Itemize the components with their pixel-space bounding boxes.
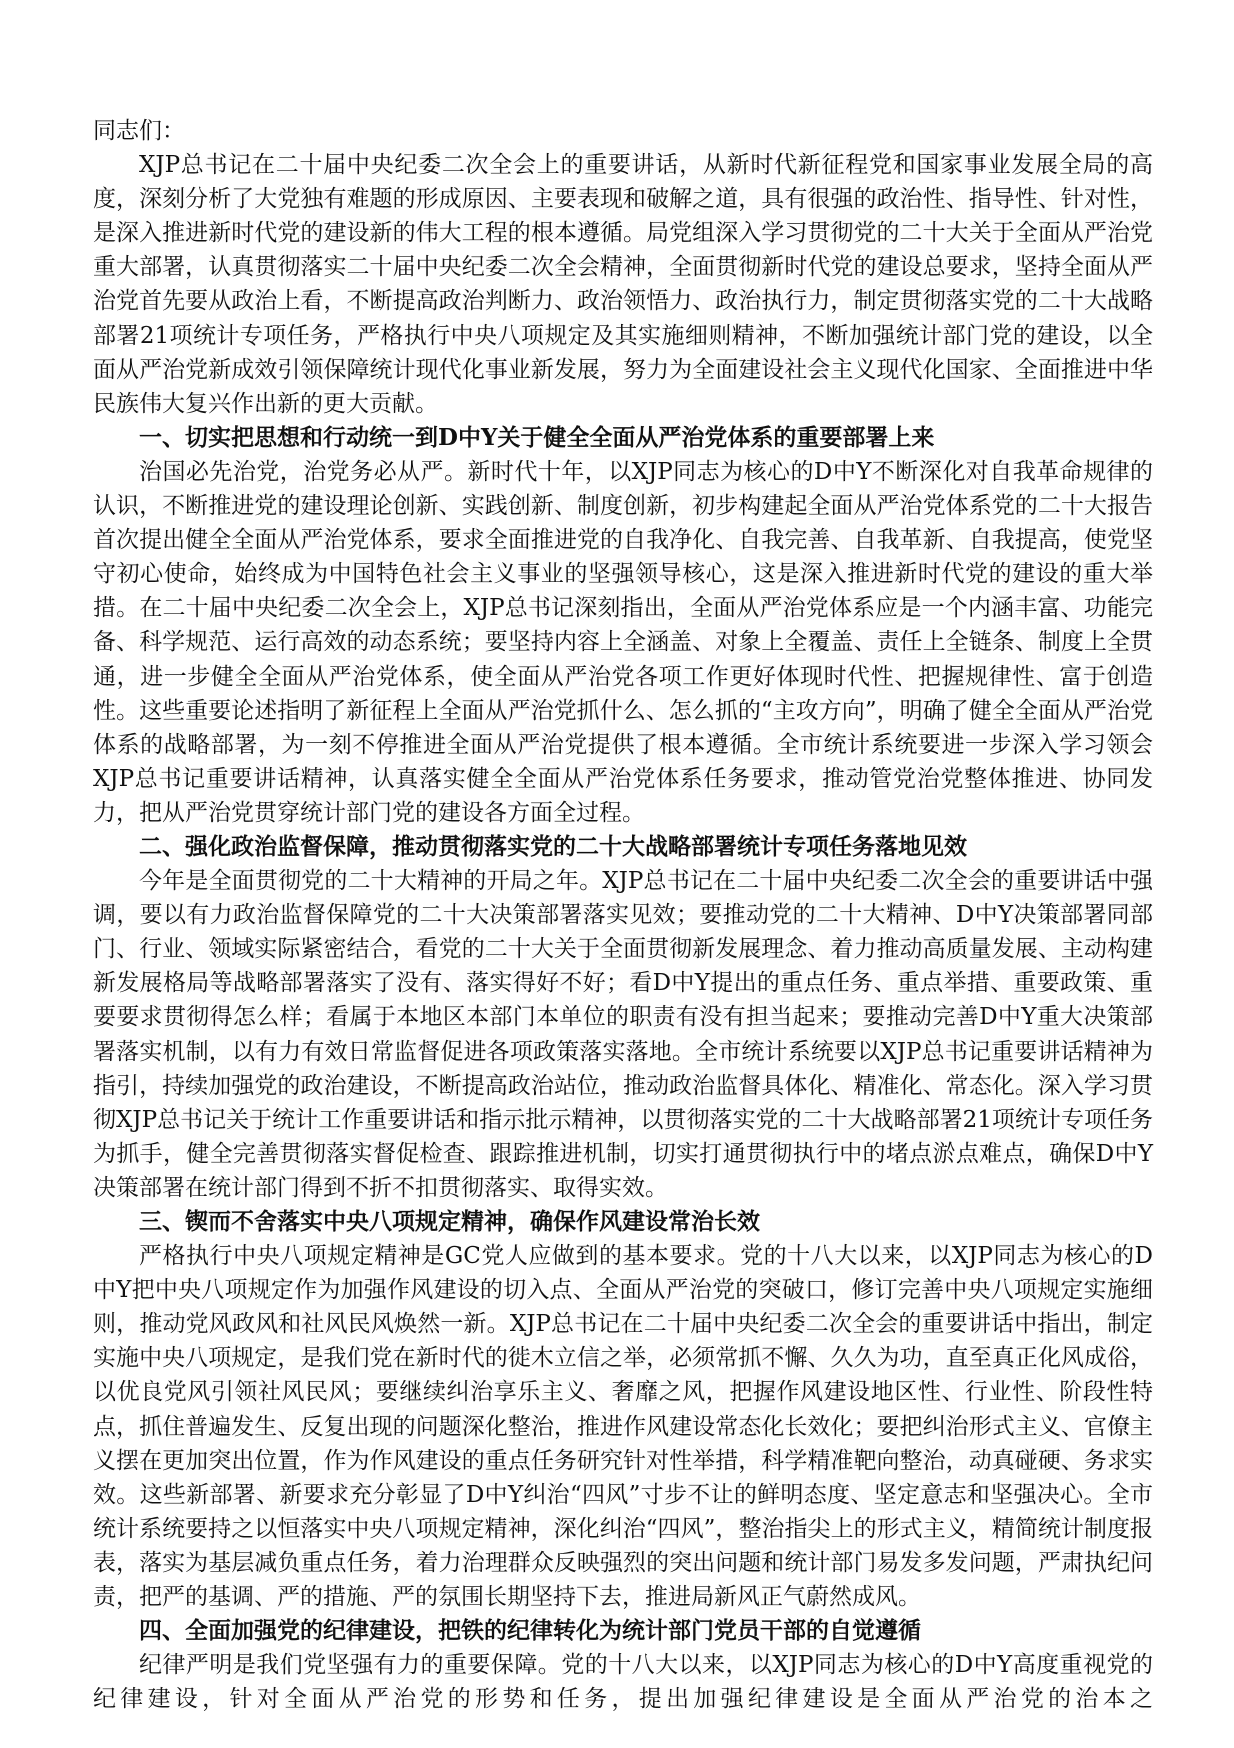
section-heading-3: 三、锲而不舍落实中央八项规定精神，确保作风建设常治长效 bbox=[139, 1208, 760, 1235]
section-heading-2: 二、强化政治监督保障，推动贯彻落实党的二十大战略部署统计专项任务落地见效 bbox=[139, 832, 967, 860]
section-heading-1: 一、切实把思想和行动统一到D中Y关于健全全面从严治党体系的重要部署上来 bbox=[139, 423, 935, 451]
section-body-1: 治国必先治党，治党务必从严。新时代十年，以XJP同志为核心的D中Y不断深化对自我革命规律的认识，不断推进党的建设理论创新、实践创新、制度创新，初步构建起全面从严治党体系党的二十大报告首次提出健全全面从严治党体系，要求全面推进党的自我净化、自我完善、自我革新、自我提高，使党坚守初心使命，始终成为中国特色社会主义事业的坚强领导核心，这是深入推进新时代党的建设的重大举措。在二十届中央纪委二次全会上，XJP总书记深刻指出，全面从严治党体系应是一个内涵丰富、功能完备、科学规范、运行高效的动态系统；要坚持内容上全涵盖、对象上全覆盖、责任上全链条、制度上全贯通，进一步健全全面从严治党体系，使全面从严治党各项工作更好体现时代性、把握规律性、富于创造性。这些重要论述指明了新征程上全面从严治党抓什么、怎么抓的“主攻方向”，明确了健全全面从严治党体系的战略部署，为一刻不停推进全面从严治党提供了根本遵循。全市统计系统要进一步深入学习领会XJP总书记重要讲话精神，认真落实健全全面从严治党体系任务要求，推动管党治党整体推进、协同发力，把从严治党贯穿统计部门党的建设各方面全过程。 bbox=[93, 458, 1153, 826]
document-page bbox=[93, 114, 1153, 1716]
section-body-3: 严格执行中央八项规定精神是GC党人应做到的基本要求。党的十八大以来，以XJP同志为核心的D中Y把中央八项规定作为加强作风建设的切入点、全面从严治党的突破口，修订完善中央八项规定实施细则，推动党风政风和社风民风焕然一新。XJP总书记在二十届中央纪委二次全会的重要讲话中指出，制定实施中央八项规定，是我们党在新时代的徙木立信之举，必须常抓不懈、久久为功，直至真正化风成俗，以优良党风引领社风民风；要继续纠治享乐主义、奢靡之风，把握作风建设地区性、行业性、阶段性特点，抓住普遍发生、反复出现的问题深化整治，推进作风建设常态化长效化；要把纠治形式主义、官僚主义摆在更加突出位置，作为作风建设的重点任务研究针对性举措，科学精准靶向整治，动真碰硬、务求实效。这些新部署、新要求充分彰显了D中Y纠治“四风”寸步不让的鲜明态度、坚定意志和坚强决心。全市统计系统要持之以恒落实中央八项规定精神，深化纠治“四风”，整治指尖上的形式主义，精简统计制度报表，落实为基层减负重点任务，着力治理群众反映强烈的突出问题和统计部门易发多发问题，严肃执纪问责，把严的基调、严的措施、严的氛围长期坚持下去，推进局新风正气蔚然成风。 bbox=[93, 1243, 1153, 1611]
intro-paragraph: XJP总书记在二十届中央纪委二次全会上的重要讲话，从新时代新征程党和国家事业发展全局的高度，深刻分析了大党独有难题的形成原因、主要表现和破解之道，具有很强的政治性、指导性、针对性，是深入推进新时代党的建设新的伟大工程的根本遵循。局党组深入学习贯彻党的二十大关于全面从严治党重大部署，认真贯彻落实二十届中央纪委二次全会精神，全面贯彻新时代党的建设总要求，坚持全面从严治党首先要从政治上看，不断提高政治判断力、政治领悟力、政治执行力，制定贯彻落实党的二十大战略部署21项统计专项任务，严格执行中央八项规定及其实施细则精神，不断加强统计部门党的建设，以全面从严治党新成效引领保障统计现代化事业新发展，努力为全面建设社会主义现代化国家、全面推进中华民族伟大复兴作出新的更大贡献。 bbox=[93, 152, 1153, 417]
section-body-4: 纪律严明是我们党坚强有力的重要保障。党的十八大以来，以XJP同志为核心的D中Y高度重视党的纪律建设，针对全面从严治党的形势和任务，提出加强纪律建设是全面从严治党的治本之 bbox=[93, 1652, 1153, 1713]
salutation: 同志们： bbox=[93, 118, 185, 144]
section-body-2: 今年是全面贯彻党的二十大精神的开局之年。XJP总书记在二十届中央纪委二次全会的重要讲话中强调，要以有力政治监督保障党的二十大决策部署落实见效；要推动党的二十大精神、D中Y决策部署同部门、行业、领域实际紧密结合，看党的二十大关于全面贯彻新发展理念、着力推动高质量发展、主动构建新发展格局等战略部署落实了没有、落实得好不好；看D中Y提出的重点任务、重点举措、重要政策、重要要求贯彻得怎么样；看属于本地区本部门本单位的职责有没有担当起来；要推动完善D中Y重大决策部署落实机制，以有力有效日常监督促进各项政策落实落地。全市统计系统要以XJP总书记重要讲话精神为指引，持续加强党的政治建设，不断提高政治站位，推动政治监督具体化、精准化、常态化。深入学习贯彻XJP总书记关于统计工作重要讲话和指示批示精神，以贯彻落实党的二十大战略部署21项统计专项任务为抓手，健全完善贯彻落实督促检查、跟踪推进机制，切实打通贯彻执行中的堵点淤点难点，确保D中Y决策部署在统计部门得到不折不扣贯彻落实、取得实效。 bbox=[93, 868, 1153, 1201]
section-heading-4: 四、全面加强党的纪律建设，把铁的纪律转化为统计部门党员干部的自觉遵循 bbox=[139, 1617, 921, 1645]
